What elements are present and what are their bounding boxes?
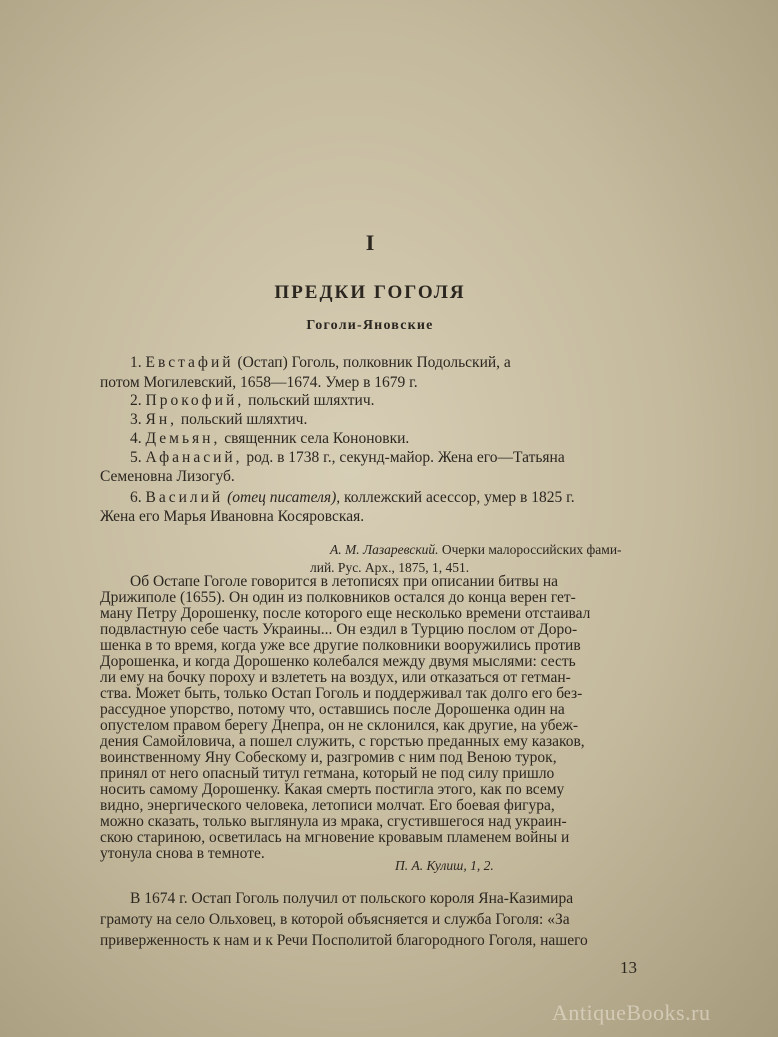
genealogy-item-cont: Семеновна Лизогуб. <box>100 468 235 485</box>
chapter-number: I <box>365 230 375 255</box>
text-line: Дрижиполе (1655). Он один из полковников остался до конца верен гет- <box>100 589 576 606</box>
citation-lazarevsky-cont: лий. Рус. Арх., 1875, 1, 451. <box>310 560 470 575</box>
text-line: шенка в то время, когда уже все другие полковники вооружились против <box>100 637 581 654</box>
page-number: 13 <box>620 958 637 977</box>
genealogy-item-cont: Жена его Марья Ивановна Косяровская. <box>100 508 365 525</box>
genealogy-item: 4. Демьян, священник села Кононовки. <box>130 430 410 447</box>
text-line: скою стариною, осветилась на мгновение кровавым пламенем войны и <box>100 829 570 846</box>
text-line: приверженность к нам и к Речи Посполитой благородного Гоголя, нашего <box>100 932 588 949</box>
genealogy-item: 6. Василий (отец писателя), коллежский асессор, умер в 1825 г. <box>130 489 575 506</box>
text-line: подвластную себе часть Украины... Он ездил в Турцию послом от Доро- <box>100 621 578 638</box>
text-line: Дорошенка, и когда Дорошенко колебался между двумя мыслями: сесть <box>100 653 576 670</box>
text-line: грамоту на село Ольховец, в которой объясняется и служба Гоголя: «За <box>100 911 570 928</box>
text-line: ли ему на бочку пороху и взлететь на воздух, или отказаться от гетман- <box>100 669 571 686</box>
genealogy-item: 2. Прокофий, польский шляхтич. <box>130 392 375 409</box>
watermark: AntiqueBooks.ru <box>552 1000 711 1025</box>
text-line: воинственному Яну Собескому и, разгромив с ним под Веною турок, <box>100 749 557 766</box>
text-line: Об Остапе Гоголе говорится в летописях при описании битвы на <box>130 573 558 590</box>
genealogy-item-cont: потом Могилевский, 1658—1674. Умер в 1679 г. <box>100 374 418 391</box>
text-line: дения Самойловича, а пошел служить, с горстью преданных ему казаков, <box>100 733 585 750</box>
citation-kulish: П. А. Кулиш, 1, 2. <box>395 858 494 873</box>
chapter-subtitle: Гоголи-Яновские <box>306 318 434 333</box>
genealogy-item: 3. Ян, польский шляхтич. <box>130 411 308 428</box>
text-line: В 1674 г. Остап Гоголь получил от польского короля Яна-Казимира <box>130 890 574 907</box>
chapter-title: ПРЕДКИ ГОГОЛЯ <box>274 282 466 303</box>
text-line: утонула снова в темноте. <box>100 845 265 862</box>
genealogy-item: 5. Афанасий, род. в 1738 г., секунд-майор. Жена его—Татьяна <box>130 449 565 466</box>
text-line: можно сказать, только выглянула из мрака, сгустившегося над украин- <box>100 813 567 830</box>
text-line: ману Петру Дорошенку, после которого еще несколько времени отстаивал <box>100 605 591 622</box>
text-line: ства. Может быть, только Остап Гоголь и поддерживал так долго его без- <box>100 685 583 702</box>
text-line: видно, энергического человека, летописи молчат. Его боевая фигура, <box>100 797 555 814</box>
text-line: носить самому Дорошенку. Какая смерть постигла этого, как по всему <box>100 781 565 798</box>
text-line: опустелом правом берегу Днепра, он не склонился, как другие, на убеж- <box>100 717 579 734</box>
genealogy-item: 1. Евстафий (Остап) Гоголь, полковник Подольский, а <box>130 354 511 371</box>
citation-lazarevsky: А. М. Лазаревский. Очерки малороссийских фами- <box>330 542 622 557</box>
text-line: рассудное упорство, потому что, оставшись после Дорошенка один на <box>100 701 565 718</box>
text-line: принял от него опасный титул гетмана, который не под силу пришло <box>100 765 555 782</box>
